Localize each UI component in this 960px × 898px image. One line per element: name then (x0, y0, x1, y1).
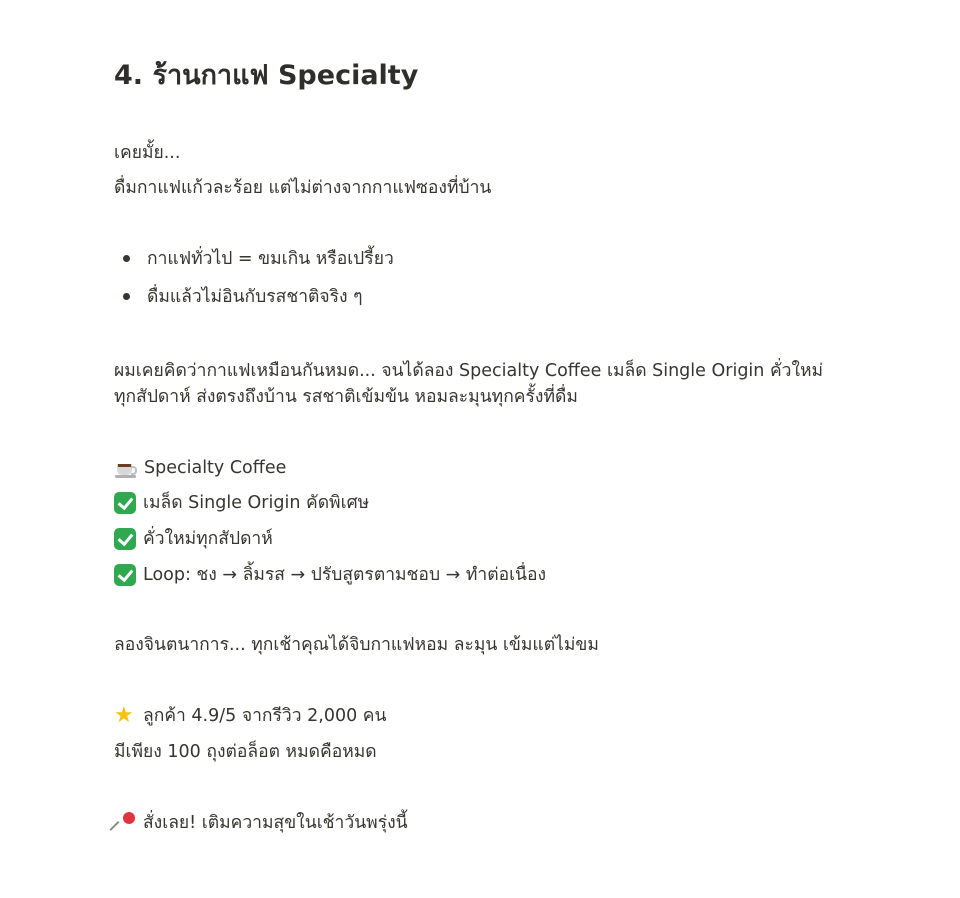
list-item (114, 284, 394, 322)
rating-text: ลูกค้า 4.9/5 จากรีวิว 2,000 คน (143, 706, 387, 726)
feature-item-text: Loop: ชง → ลิ้มรส → ปรับสูตรตามชอบ → ทำต่อเนื่อง (143, 565, 547, 585)
feature-item-text: คั่วใหม่ทุกสัปดาห์ (143, 529, 273, 549)
pain-points-list (114, 246, 394, 322)
imagine-line: ลองจินตนาการ... ทุกเช้าคุณได้จิบกาแฟหอม ละมุน เข้มแต่ไม่ขม (114, 635, 599, 655)
feature-product-text: Specialty Coffee (144, 458, 287, 478)
list-item (114, 246, 394, 284)
check-icon (114, 528, 136, 550)
feature-item-text: เมล็ด Single Origin คัดพิเศษ (143, 493, 370, 513)
feature-item (114, 490, 369, 516)
coffee-icon (114, 455, 138, 479)
bullet-dot-icon (123, 293, 130, 300)
check-icon (114, 492, 136, 514)
list-item-text: ดื่มแล้วไม่อินกับรสชาติจริง ๆ (147, 287, 363, 307)
check-icon (114, 564, 136, 586)
list-item-text: กาแฟทั่วไป = ขมเกิน หรือเปรี้ยว (147, 249, 394, 269)
cta-line (114, 810, 408, 836)
pushpin-icon (114, 810, 138, 834)
rating-line (114, 703, 386, 729)
bullet-dot-icon (123, 255, 130, 262)
star-icon: ★ (114, 703, 134, 728)
scarcity-line: มีเพียง 100 ถุงต่อล็อต หมดคือหมด (114, 742, 377, 762)
feature-item (114, 562, 546, 588)
feature-item (114, 526, 273, 552)
intro-line-2: ดื่มกาแฟแก้วละร้อย แต่ไม่ต่างจากกาแฟซองที่บ้าน (114, 178, 492, 198)
intro-line-1: เคยมั้ย... (114, 143, 181, 163)
feature-product-line (114, 455, 286, 481)
page-title: 4. ร้านกาแฟ Specialty (114, 60, 419, 91)
story-paragraph: ผมเคยคิดว่ากาแฟเหมือนกันหมด... จนได้ลอง Specialty Coffee เมล็ด Single Origin คั่วใหม่ทุกสัปดาห์ ส่งตรงถึงบ้าน รสชาติเข้มข้น หอมละมุนทุกครั้งที่ดื่ม (114, 361, 824, 407)
cta-text: สั่งเลย! เติมความสุขในเช้าวันพรุ่งนี้ (143, 813, 408, 833)
